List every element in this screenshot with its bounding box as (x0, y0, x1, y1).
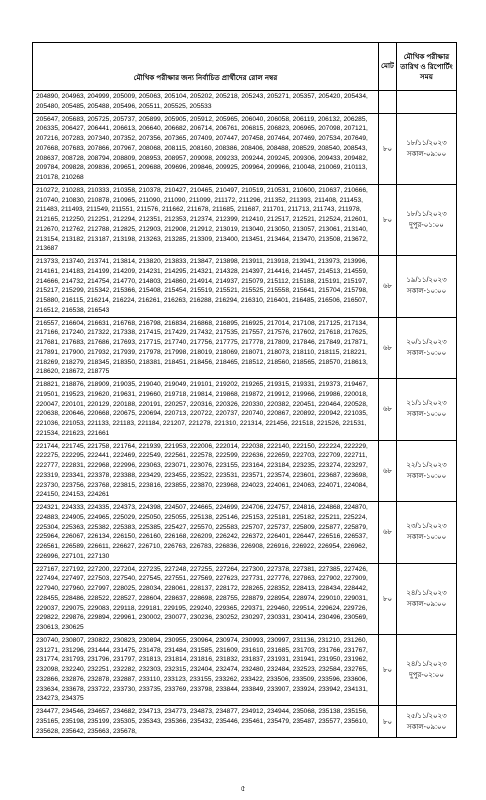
table-row (33, 440, 457, 502)
table-row (33, 184, 457, 255)
reporting-time: দুপুর-০২:০০ (409, 671, 444, 679)
roll-numbers-cell: 221744, 221745, 221758, 221764, 221939, 221953, 222006, 222014, 222038, 222140, 222150, 222224, 222229, 222275, 222295, 222441, 222469, 222549, 222561, 222578, 222599, 222636, 222659, 222703, 222709, 222711, 222777, 222831, 222968, 222996, 223063, 223071, 223076, 223155, 223164, 223184, 223235, 223274, 223297, 223319, 223341, 223378, 223388, 223429, 223455, 223522, 223531, 223571, 223574, 223601, 223687, 223698, 223730, 223756, 223768, 223815, 223816, 223855, 223870, 223968, 224023, 224061, 224063, 224071, 224084, 224150, 224153, 224261 (33, 440, 379, 502)
total-count-cell: ৮০ (379, 184, 397, 255)
exam-date: ১৮/১১/২০২৩ (406, 139, 447, 147)
exam-date: ২৪/১১/২০২৩ (406, 660, 447, 668)
reporting-time: সকাল-১০:০০ (406, 411, 447, 419)
total-count-cell: ৬৮ (379, 440, 397, 502)
exam-date: ২৩/১১/২০২৩ (406, 523, 447, 531)
total-column-header: মোট (379, 43, 397, 91)
roll-numbers-cell: 210272, 210283, 210333, 210358, 210378, 210427, 210465, 210497, 210519, 210531, 210600, 210637, 210666, 210740, 210830, 210878, 210965, 211090, 211090, 211099, 211172, 211296, 211352, 211393, 211408, 211453, 211483, 211493, 211549, 211551, 211576, 211662, 211678, 211685, 211687, 211701, 211713, 211743, 211978, 212165, 212250, 212251, 212294, 212351, 212353, 212374, 212399, 212410, 212517, 212521, 212524, 212601, 212670, 212762, 212788, 212825, 212903, 212908, 212912, 213019, 213040, 213050, 213057, 213061, 213140, 213154, 213182, 213187, 213198, 213263, 213285, 213309, 213400, 213451, 213464, 213470, 213508, 213672, 213687 (33, 184, 379, 255)
roll-numbers-cell: 224321, 224333, 224335, 224373, 224398, 224507, 224665, 224699, 224706, 224757, 224816, 224868, 224870, 224883, 224905, 224965, 225029, 225050, 225055, 225138, 225146, 225153, 225181, 225182, 225211, 225224, 225304, 225363, 225382, 225383, 225385, 225427, 225570, 225583, 225707, 225737, 225809, 225877, 225879, 225964, 226067, 226134, 226150, 226160, 226168, 226209, 226242, 226372, 226401, 226447, 226516, 226537, 226561, 226589, 226611, 226627, 226710, 226763, 226783, 226836, 226908, 226916, 226922, 226954, 226962, 226996, 227101, 227130 (33, 502, 379, 564)
reporting-time: সকাল-১০:০০ (406, 288, 447, 296)
table-header-row (33, 43, 457, 91)
total-count-cell: ৬৮ (379, 317, 397, 379)
table-row (33, 563, 457, 634)
table-row (33, 317, 457, 379)
total-count-cell: ৬৮ (379, 379, 397, 441)
reporting-time: দুপুর-০১:০০ (409, 221, 444, 229)
reporting-time: সকাল-০৯:০০ (406, 150, 447, 158)
document-page (32, 42, 456, 738)
exam-date: ১৮/১১/২০২৩ (406, 210, 447, 218)
schedule-cell (397, 91, 457, 114)
total-count-cell: ৮০ (379, 563, 397, 634)
total-count-cell: ৮০ (379, 634, 397, 705)
schedule-cell (397, 634, 457, 705)
schedule-cell (397, 502, 457, 564)
page-number: ৫ (240, 784, 246, 793)
schedule-cell (397, 184, 457, 255)
schedule-cell (397, 379, 457, 441)
reporting-time: সকাল-১০:০০ (406, 349, 447, 357)
exam-date: ২৪/১১/২০২৩ (406, 589, 447, 597)
table-row (33, 256, 457, 318)
roll-numbers-cell: 213733, 213740, 213741, 213814, 213820, 213833, 213847, 213898, 213911, 213918, 213941, 213973, 213996, 214161, 214183, 214199, 214209, 214231, 214295, 214321, 214328, 214397, 214416, 214457, 214513, 214559, 214666, 214732, 214754, 214770, 214803, 214860, 214914, 214937, 215079, 215112, 215188, 215191, 215197, 215217, 215299, 215342, 215366, 215408, 215454, 215519, 215521, 215525, 215558, 215641, 215704, 215798, 215880, 216115, 216214, 216224, 216261, 216263, 216288, 216294, 216310, 216401, 216485, 216506, 216507, 216512, 216538, 216543 (33, 256, 379, 318)
table-row (33, 634, 457, 705)
total-count-cell (379, 91, 397, 114)
schedule-cell (397, 317, 457, 379)
roll-column-header: মৌখিক পরীক্ষার জন্য নির্বাচিত প্রার্থীদের রোল নম্বর (33, 43, 379, 91)
table-row (33, 706, 457, 738)
reporting-time: সকাল-১০:০০ (406, 534, 447, 542)
schedule-cell (397, 256, 457, 318)
total-count-cell: ৬৮ (379, 256, 397, 318)
table-row (33, 379, 457, 441)
total-count-cell: ৮০ (379, 113, 397, 184)
roll-numbers-cell: 234477, 234546, 234657, 234682, 234713, 234773, 234873, 234877, 234912, 234944, 235068, 235138, 235156, 235165, 235198, 235199, 235305, 235343, 235366, 235432, 235446, 235461, 235479, 235487, 235577, 235610, 235628, 235642, 235663, 235678, (33, 706, 379, 738)
exam-date: ২২/১১/২০২৩ (406, 461, 447, 469)
reporting-time: সকাল-০৯:০০ (406, 600, 447, 608)
table-row (33, 113, 457, 184)
roll-numbers-cell: 230740, 230807, 230822, 230823, 230894, 230955, 230964, 230974, 230993, 230997, 231136, 231210, 231260, 231271, 231296, 231444, 231475, 231478, 231484, 231585, 231609, 231610, 231685, 231703, 231766, 231767, 231774, 231793, 231796, 231797, 231813, 231814, 231816, 231832, 231837, 231931, 231941, 231950, 231962, 232098, 232240, 232251, 232282, 232303, 232315, 232404, 232474, 232480, 232484, 232523, 232584, 232765, 232866, 232876, 232878, 232887, 233110, 233123, 233155, 233262, 233422, 233506, 233509, 233596, 233606, 233634, 233678, 233722, 233730, 233735, 233769, 233798, 233844, 233849, 233907, 233924, 233942, 234131, 234273, 234375 (33, 634, 379, 705)
roll-numbers-cell: 204890, 204963, 204999, 205009, 205063, 205104, 205202, 205218, 205243, 205271, 205357, 205420, 205434, 205480, 205485, 205488, 205496, 205511, 205525, 205533 (33, 91, 379, 114)
reporting-time: সকাল-০৯:০০ (406, 723, 447, 731)
date-column-header: মৌখিক পরীক্ষার তারিখ ও রিপোর্টিং সময় (397, 43, 457, 91)
total-count-cell: ৬৮ (379, 502, 397, 564)
total-count-cell: ৮০ (379, 706, 397, 738)
exam-date: ১৯/১১/২০২৩ (406, 277, 447, 285)
roll-numbers-cell: 216557, 216604, 216631, 216768, 216798, 216834, 216868, 216895, 216925, 217014, 217108, 217125, 217134, 217166, 217240, 217322, 217338, 217415, 217429, 217432, 217535, 217557, 217576, 217602, 217618, 217625, 217681, 217683, 217686, 217693, 217715, 217740, 217756, 217775, 217778, 217809, 217846, 217849, 217871, 217891, 217900, 217932, 217939, 217978, 217998, 218019, 218069, 218071, 218073, 218110, 218115, 218221, 218269, 218279, 218345, 218350, 218381, 218451, 218456, 218465, 218512, 218560, 218565, 218570, 218613, 218620, 218672, 218775 (33, 317, 379, 379)
schedule-cell (397, 706, 457, 738)
roll-numbers-cell: 218821, 218876, 218909, 219035, 219040, 219049, 219101, 219202, 219265, 219315, 219331, 219373, 219467, 219501, 219523, 219620, 219631, 219660, 219718, 219814, 219868, 219872, 219912, 219966, 219986, 220018, 220047, 220101, 220129, 220188, 220191, 220257, 220316, 220326, 220330, 220382, 220451, 220464, 220528, 220638, 220646, 220668, 220675, 220694, 220713, 220722, 220737, 220740, 220867, 220892, 220942, 221035, 221036, 221053, 221133, 221183, 221184, 221207, 221278, 221310, 221314, 221456, 221518, 221526, 221531, 221534, 221623, 221661 (33, 379, 379, 441)
exam-date: ২০/১১/২০২৩ (406, 338, 447, 346)
roll-numbers-cell: 205647, 205683, 205725, 205737, 205899, 205905, 205912, 205965, 206040, 206058, 206119, 206132, 206285, 206335, 206427, 206441, 206613, 206640, 206682, 206714, 206761, 206815, 206823, 206965, 207098, 207121, 207216, 207283, 207340, 207352, 207356, 207365, 207409, 207447, 207458, 207464, 207469, 207534, 207649, 207668, 207683, 207866, 207967, 208068, 208115, 208160, 208386, 208406, 208488, 208529, 208540, 208543, 208637, 208728, 208794, 208809, 208953, 208957, 209098, 209233, 209244, 209245, 209306, 209433, 209482, 209784, 209828, 209836, 209651, 209688, 209696, 209846, 209925, 209964, 209966, 210048, 210069, 210113, 210178, 210268 (33, 113, 379, 184)
roll-table (32, 42, 457, 738)
roll-numbers-cell: 227167, 227192, 227200, 227204, 227235, 227248, 227255, 227264, 227300, 227378, 227381, 227385, 227426, 227494, 227497, 227503, 227540, 227545, 227551, 227569, 227623, 227731, 227776, 227863, 227902, 227909, 227940, 227960, 227997, 228025, 228034, 228061, 228137, 228172, 228265, 228352, 228413, 228434, 228442, 228455, 228486, 228522, 228527, 228604, 228637, 228698, 228755, 228879, 228954, 228974, 229010, 229031, 229037, 229075, 229083, 229118, 229181, 229195, 229240, 229365, 229371, 229460, 229514, 229624, 229726, 229822, 229876, 229894, 229961, 230002, 230077, 230236, 230252, 230297, 230331, 230414, 230496, 230569, 230613, 230625 (33, 563, 379, 634)
table-row (33, 502, 457, 564)
table-row (33, 91, 457, 114)
schedule-cell (397, 440, 457, 502)
exam-date: ২৫/১১/২০২৩ (406, 712, 447, 720)
schedule-cell (397, 563, 457, 634)
reporting-time: সকাল-১০:০০ (406, 472, 447, 480)
exam-date: ২১/১১/২০২৩ (406, 400, 447, 408)
schedule-cell (397, 113, 457, 184)
